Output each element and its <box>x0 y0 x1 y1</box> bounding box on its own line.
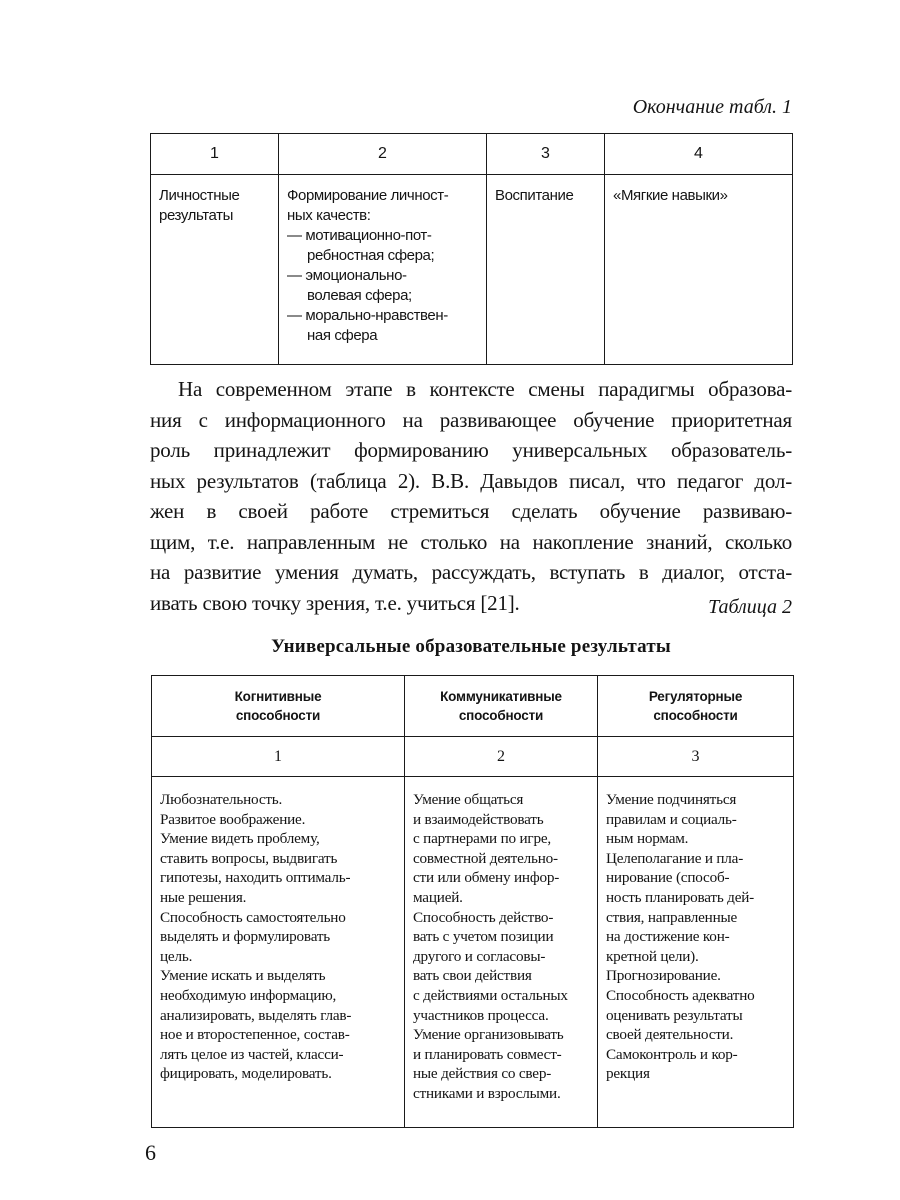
cell-line: с партнерами по игре, <box>413 830 551 848</box>
cell-line: Целеполагание и пла- <box>606 849 744 867</box>
header-line: Когнитивные <box>234 689 322 704</box>
cell-line: Личностные <box>159 187 240 204</box>
cell-line: Умение общаться <box>413 791 524 808</box>
body-paragraph <box>150 374 792 618</box>
cell-line: рекция <box>606 1065 650 1083</box>
cell-line: ствия, направленные <box>606 908 738 926</box>
cell-line: и взаимодействовать <box>413 810 544 828</box>
table2-header-cognitive <box>152 676 405 737</box>
table2-header-communicative <box>405 676 598 737</box>
cell-line: Умение видеть проблему, <box>160 830 320 848</box>
cell-line: своей деятельности. <box>606 1026 734 1044</box>
cell-line: Умение подчиняться <box>606 791 737 808</box>
page-number: 6 <box>145 1140 156 1165</box>
cell-line: нирование (способ- <box>606 869 730 887</box>
cell-line: волевая сфера; <box>307 287 412 304</box>
cell-line: на достижение кон- <box>606 928 730 946</box>
cell-line: — мотивационно-пот- <box>287 227 432 244</box>
table2-cell-cognitive <box>152 777 405 1128</box>
table1-cell-category <box>151 175 279 365</box>
table2-col-number: 3 <box>598 737 794 777</box>
cell-line: Любознательность. <box>160 791 283 808</box>
header-line: способности <box>458 708 544 723</box>
table1-col-number: 2 <box>279 134 487 175</box>
cell-line: совместной деятельно- <box>413 849 558 867</box>
table2-cell-communicative <box>405 777 598 1128</box>
list-item <box>287 226 480 266</box>
cell-line: результаты <box>159 207 233 224</box>
paragraph-line: на развитие умения думать, рассуждать, вступать в диалог, отста- <box>150 560 792 584</box>
paragraph-line: На современном этапе в контексте смены парадигмы образова- <box>178 377 792 401</box>
cell-line: ные действия со свер- <box>413 1065 552 1083</box>
list-item <box>287 266 480 306</box>
table2-body-row <box>152 777 794 1128</box>
paragraph-line: ивать свою точку зрения, т.е. учиться [21]. <box>150 590 520 615</box>
table2-header-regulatory <box>598 676 794 737</box>
cell-line: цель. <box>160 947 193 965</box>
paragraph-line: щим, т.е. направленным не столько на накопление знаний, сколько <box>150 529 792 554</box>
paragraph-line: ния с информационного на развивающее обучение приоритетная <box>150 407 792 432</box>
cell-line: гипотезы, находить оптималь- <box>160 869 351 887</box>
cell-line: Способность самостоятельно <box>160 908 346 926</box>
cell-line: Умение искать и выделять <box>160 967 326 985</box>
table2 <box>151 675 794 1128</box>
cell-line: стниками и взрослыми. <box>413 1084 561 1102</box>
cell-line: кретной цели). <box>606 947 699 965</box>
cell-line: с действиями остальных <box>413 986 568 1004</box>
header-line: способности <box>235 708 321 723</box>
cell-line: ставить вопросы, выдвигать <box>160 849 338 867</box>
table2-number-row <box>152 737 794 777</box>
cell-line: — морально-нравствен- <box>287 307 448 324</box>
cell-line: «Мягкие навыки» <box>613 187 728 204</box>
table1-cell-description <box>279 175 487 365</box>
cell-line: Самоконтроль и кор- <box>606 1045 738 1063</box>
cell-line: Умение организовывать <box>413 1026 564 1044</box>
cell-line: Развитое воображение. <box>160 810 306 828</box>
cell-line: ное и второстепенное, состав- <box>160 1026 350 1044</box>
table1 <box>150 133 793 365</box>
table2-title: Универсальные образовательные результаты <box>271 636 671 657</box>
table1-row-personal-results <box>151 175 793 365</box>
cell-line: выделять и формулировать <box>160 928 331 946</box>
cell-line: вать свои действия <box>413 967 532 985</box>
cell-line: участников процесса. <box>413 1006 549 1024</box>
cell-line: правилам и социаль- <box>606 810 737 828</box>
cell-line: сти или обмену инфор- <box>413 869 560 887</box>
table2-label: Таблица 2 <box>708 596 792 618</box>
table1-continuation-label: Окончание табл. 1 <box>632 96 792 118</box>
table2-col-number: 1 <box>152 737 405 777</box>
cell-line: ным нормам. <box>606 830 689 848</box>
cell-line: — эмоционально- <box>287 267 407 284</box>
paragraph-line: роль принадлежит формированию универсальных образователь- <box>150 438 792 462</box>
cell-line: ная сфера <box>307 327 378 344</box>
cell-line: вать с учетом позиции <box>413 928 554 946</box>
cell-line: лять целое из частей, класси- <box>160 1045 344 1063</box>
table1-cell-soft-skills <box>605 175 793 365</box>
cell-line: мацией. <box>413 888 463 906</box>
cell-line: ных качеств: <box>287 207 371 224</box>
table1-col-number: 1 <box>151 134 279 175</box>
table1-col-number: 4 <box>605 134 793 175</box>
header-line: Регуляторные <box>648 689 743 704</box>
table2-col-number: 2 <box>405 737 598 777</box>
cell-line: Способность адекватно <box>606 986 755 1004</box>
cell-line: необходимую информацию, <box>160 986 337 1004</box>
table1-cell-upbringing <box>487 175 605 365</box>
header-line: Коммуникативные <box>440 689 562 704</box>
cell-line: фицировать, моделировать. <box>160 1065 332 1083</box>
cell-line: анализировать, выделять глав- <box>160 1006 352 1024</box>
paragraph-line: жен в своей работе стремиться сделать обучение развиваю- <box>150 499 792 523</box>
table2-header-row <box>152 676 794 737</box>
list-item <box>287 306 480 346</box>
cell-line: ные решения. <box>160 888 247 906</box>
paragraph-line: ных результатов (таблица 2). В.В. Давыдов писал, что педагог дол- <box>150 468 792 493</box>
cell-line: Прогнозирование. <box>606 967 721 985</box>
table1-col-number: 3 <box>487 134 605 175</box>
cell-line: Формирование личност- <box>287 187 449 204</box>
cell-line: ребностная сфера; <box>307 247 435 264</box>
table1-number-row <box>151 134 793 175</box>
cell-line: другого и согласовы- <box>413 947 546 965</box>
cell-line: Воспитание <box>495 187 574 204</box>
table2-cell-regulatory <box>598 777 794 1128</box>
header-line: способности <box>653 708 738 723</box>
cell-line: ность планировать дей- <box>606 888 755 906</box>
cell-line: Способность действо- <box>413 908 554 926</box>
cell-line: и планировать совмест- <box>413 1045 562 1063</box>
cell-line: оценивать результаты <box>606 1006 743 1024</box>
